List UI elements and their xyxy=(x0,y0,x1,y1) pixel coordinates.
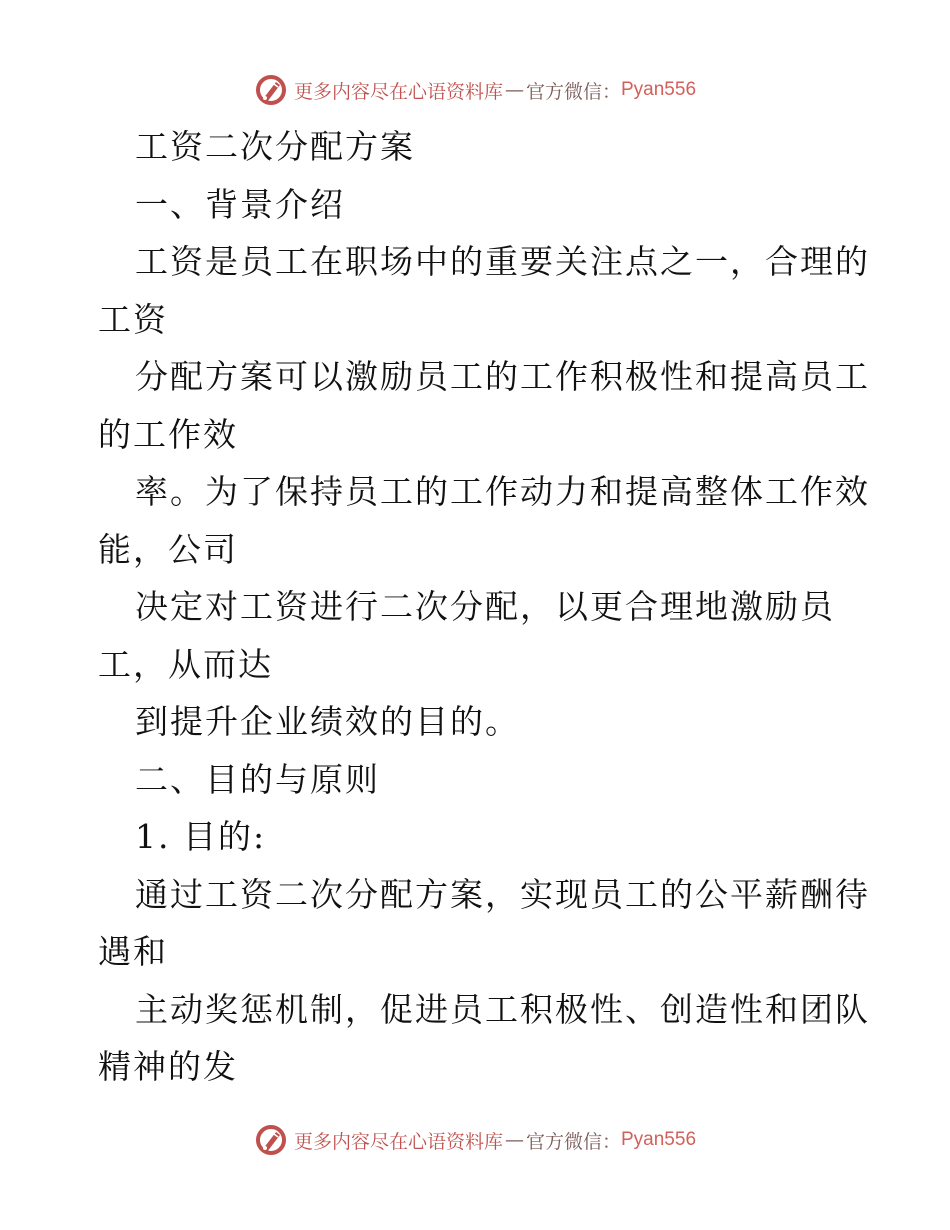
banner-brand-text: 更多内容尽在心语资料库 xyxy=(293,1130,503,1153)
pen-circle-logo-icon xyxy=(254,1123,288,1157)
header-banner xyxy=(0,70,950,110)
subheading-purpose: 1. 目的: xyxy=(135,817,267,856)
paragraph-line: 主动奖惩机制，促进员工积极性、创造性和团队 xyxy=(135,989,870,1029)
paragraph-line: 工资是员工在职场中的重要关注点之一，合理的 xyxy=(135,242,870,281)
banner-separator: — xyxy=(504,79,524,101)
paragraph-line: 决定对工资进行二次分配，以更合理地激励员 xyxy=(135,587,835,626)
paragraph-line: 精神的发 xyxy=(98,1047,238,1086)
pen-circle-logo-icon xyxy=(254,73,288,107)
paragraph-line: 工资 xyxy=(98,299,168,339)
banner-separator: — xyxy=(504,1129,524,1151)
paragraph-line: 率。为了保持员工的工作动力和提高整体工作效 xyxy=(135,472,870,511)
paragraph-line: 到提升企业绩效的目的。 xyxy=(135,702,520,741)
footer-banner xyxy=(0,1120,950,1160)
section-heading-purpose: 二、目的与原则 xyxy=(135,759,380,799)
paragraph-line: 通过工资二次分配方案，实现员工的公平薪酬待 xyxy=(135,874,870,914)
section-heading-background: 一、背景介绍 xyxy=(135,184,345,224)
paragraph-line: 能，公司 xyxy=(98,529,238,569)
banner-wechat-id: Pyan556 xyxy=(621,1129,697,1150)
banner-brand-text: 更多内容尽在心语资料库 xyxy=(293,80,503,103)
document-body xyxy=(98,118,870,1096)
document-title: 工资二次分配方案 xyxy=(135,127,415,166)
paragraph-line: 的工作效 xyxy=(98,414,238,454)
banner-wechat-label: 官方微信： xyxy=(525,1130,621,1153)
banner-wechat-id: Pyan556 xyxy=(621,79,697,100)
paragraph-line: 遇和 xyxy=(98,932,168,971)
banner-wechat-label: 官方微信： xyxy=(525,80,621,103)
paragraph-line: 工，从而达 xyxy=(98,644,273,684)
paragraph-line: 分配方案可以激励员工的工作积极性和提高员工 xyxy=(135,357,870,396)
